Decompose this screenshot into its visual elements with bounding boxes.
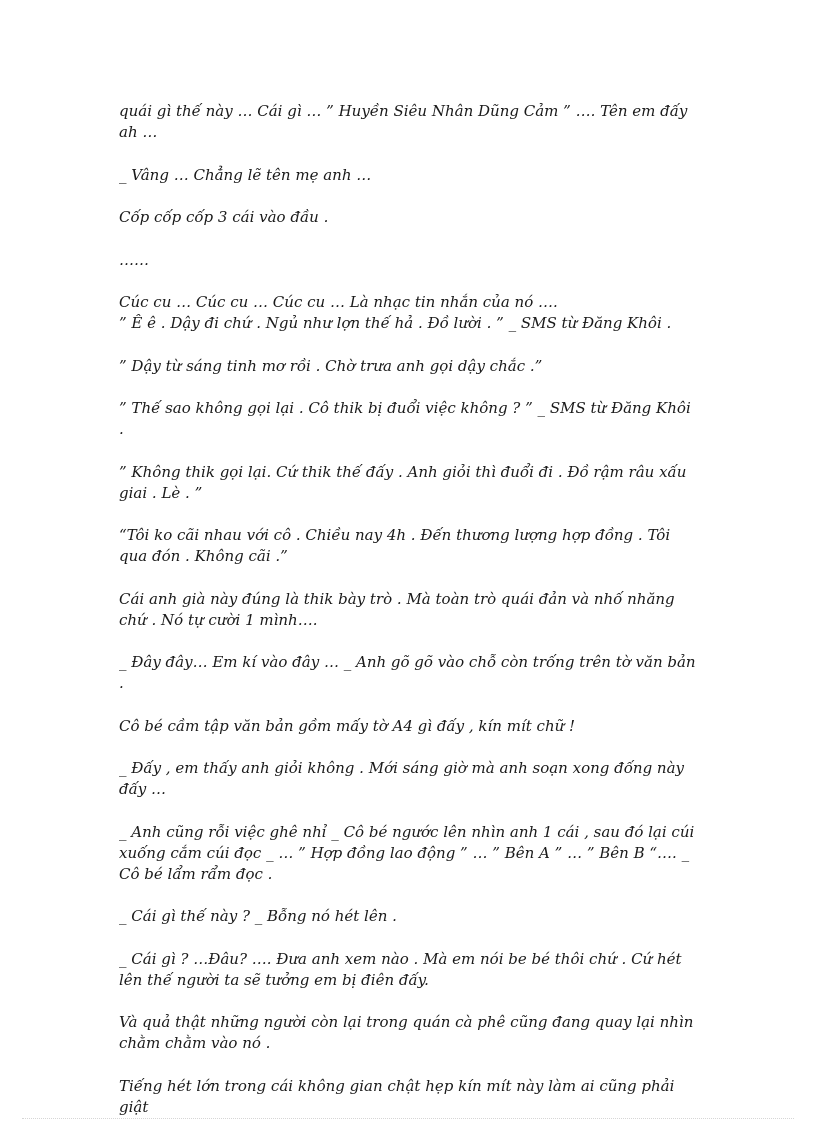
paragraph: quái gì thế này … Cái gì … ” Huyền Siêu Nhân Dũng Cảm ” …. Tên em đấy ah … xyxy=(119,102,688,141)
paragraph: Tiếng hét lớn trong cái không gian chật hẹp kín mít này làm ai cũng phải giật xyxy=(119,1076,675,1116)
page-bottom-divider xyxy=(22,1118,794,1119)
paragraph: _ Đây đây… Em kí vào đây … _ Anh gõ gõ vào chỗ còn trống trên tờ văn bản . xyxy=(119,653,696,692)
paragraph: Và quả thật những người còn lại trong quán cà phê cũng đang quay lại nhìn chằm chằm vào nó . xyxy=(119,1013,694,1052)
paragraph: _ Anh cũng rỗi việc ghê nhỉ _ Cô bé ngước lên nhìn anh 1 cái , sau đó lại cúi xuống cắm cúi đọc _ … ” Hợp đồng lao động ” … ” Bên A ” … ” Bên B “…. _ Cô bé lẩm rẩm đọc . xyxy=(119,822,695,883)
paragraph: …… xyxy=(119,250,149,269)
paragraph: Cô bé cầm tập văn bản gồm mấy tờ A4 gì đấy , kín mít chữ ! xyxy=(119,716,576,735)
paragraph: ” Dậy từ sáng tinh mơ rồi . Chờ trưa anh gọi dậy chắc .” xyxy=(119,356,543,375)
paragraph: _ Vâng … Chẳng lẽ tên mẹ anh … xyxy=(119,165,372,184)
paragraph: _ Cái gì thế này ? _ Bỗng nó hét lên . xyxy=(119,907,397,925)
paragraph: “Tôi ko cãi nhau với cô . Chiều nay 4h . Đến thương lượng hợp đồng . Tôi qua đón . Không cãi .” xyxy=(119,526,671,565)
paragraph: ” Không thik gọi lại. Cứ thik thế đấy . Anh giỏi thì đuổi đi . Đồ rậm râu xấu giai . Lè . ” xyxy=(119,462,687,502)
document-body xyxy=(119,101,699,1118)
paragraph: _ Đấy , em thấy anh giỏi không . Mới sáng giờ mà anh soạn xong đống này đấy … xyxy=(119,759,685,798)
paragraph: Cái anh già này đúng là thik bày trò . Mà toàn trò quái đản và nhố nhăng chứ . Nó tự cười 1 mình…. xyxy=(119,589,675,629)
paragraph: _ Cái gì ? …Đâu? …. Đưa anh xem nào . Mà em nói be bé thôi chứ . Cứ hét lên thế người ta sẽ tưởng em bị điên đấy. xyxy=(119,949,682,989)
paragraph: Cúc cu … Cúc cu … Cúc cu … Là nhạc tin nhắn của nó …. xyxy=(119,293,558,311)
paragraph: ” Ê ê . Dậy đi chứ . Ngủ như lợn thế hả . Đồ lười . ” _ SMS từ Đăng Khôi . xyxy=(119,314,672,332)
paragraph: Cốp cốp cốp 3 cái vào đầu . xyxy=(119,208,329,226)
paragraph: ” Thế sao không gọi lại . Cô thik bị đuổi việc không ? ” _ SMS từ Đăng Khôi . xyxy=(119,399,691,438)
